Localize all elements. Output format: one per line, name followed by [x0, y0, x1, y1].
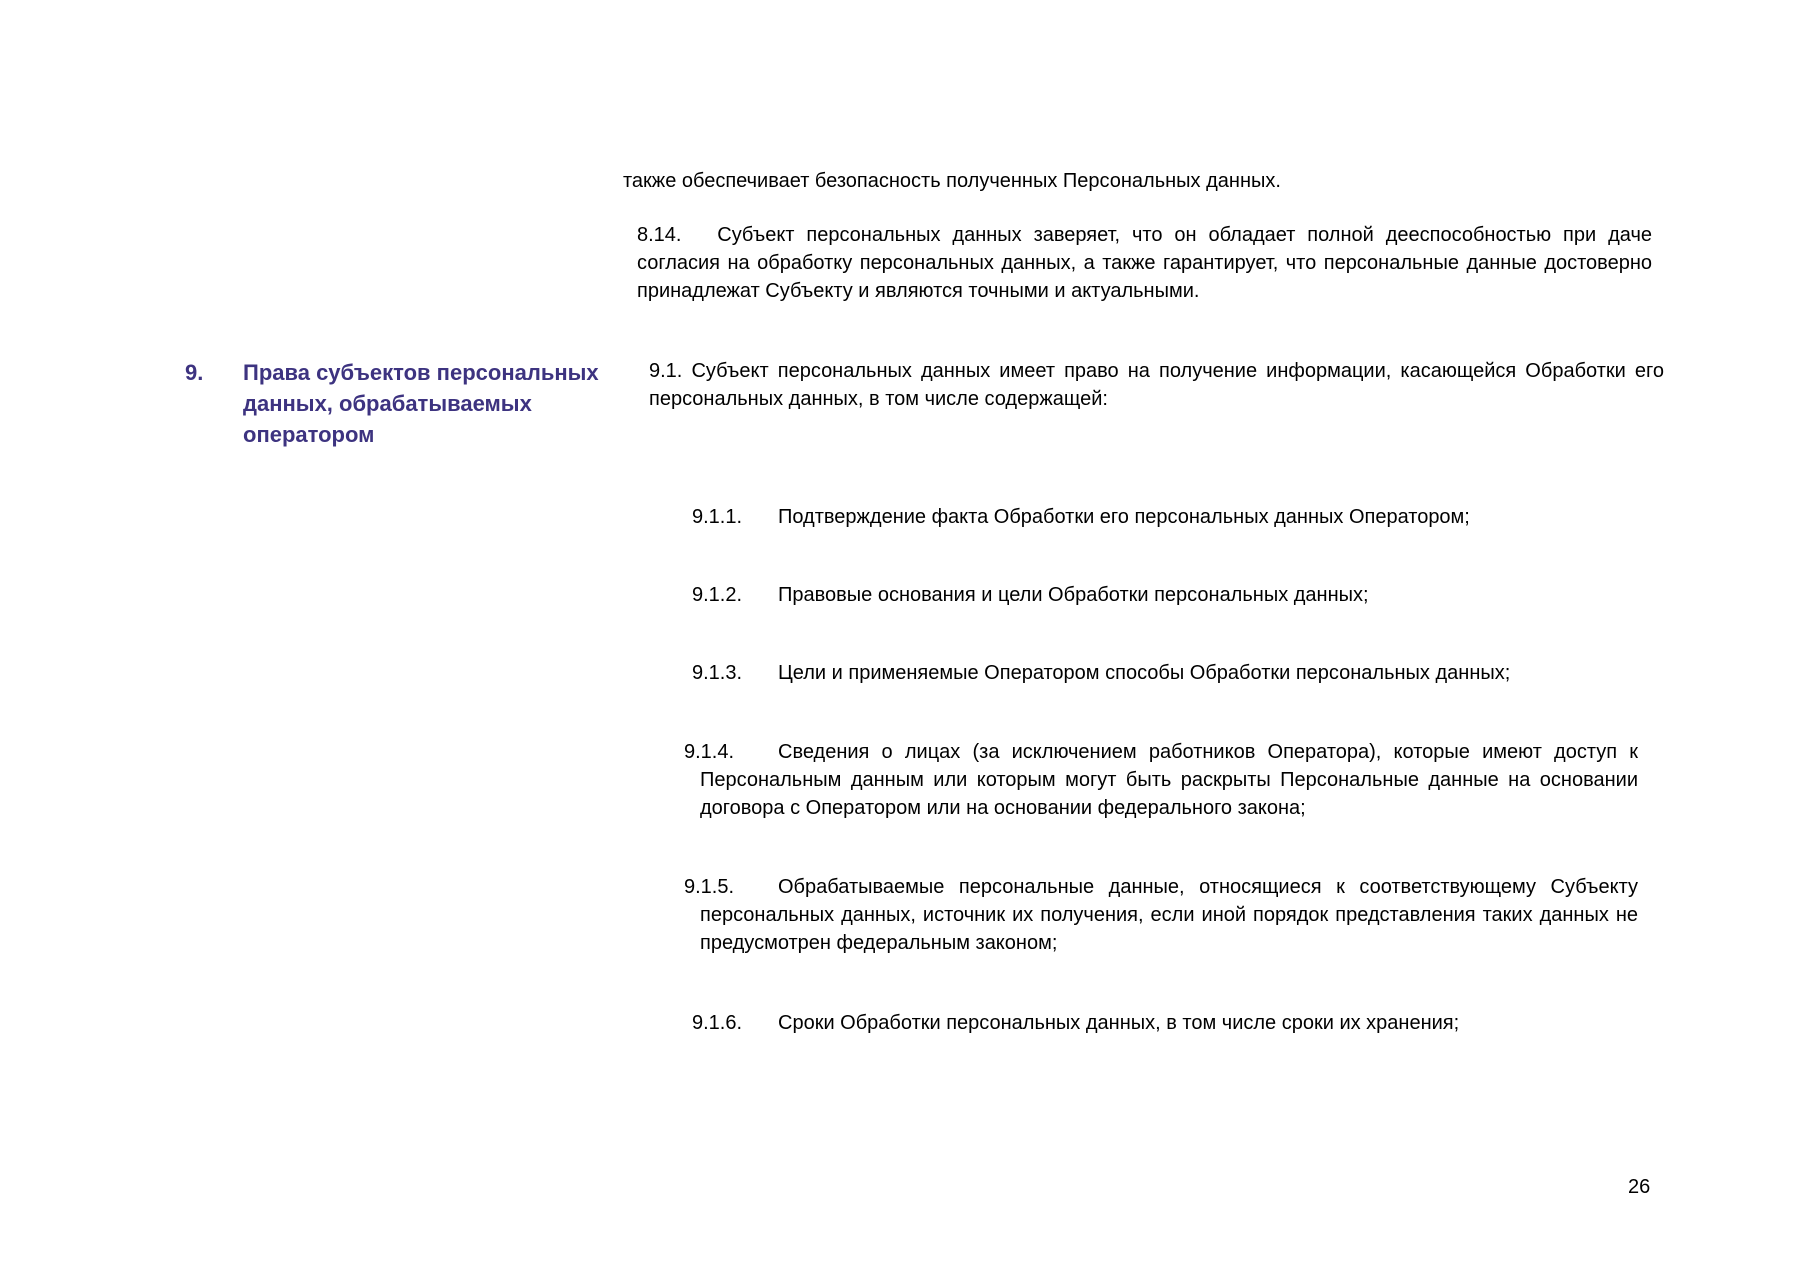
list-item-number: 9.1.5. [684, 876, 735, 898]
list-item-number: 9.1.1. [692, 506, 743, 528]
list-item-text: Сведения о лицах (за исключением работников Оператора), которые имеют доступ к Персональным данным или которым могут быть раскрыты Персональные данные на основании договора с Оператором или на основании федерального закона; [700, 741, 1638, 819]
continuation-paragraph: также обеспечивает безопасность полученных Персональных данных. [623, 170, 1281, 192]
section-9-title: Права субъектов персональных данных, обрабатываемых оператором [243, 360, 599, 447]
list-item-9-1-3 [692, 659, 1638, 687]
section-9-number: 9. [185, 360, 204, 385]
list-item-number: 9.1.6. [692, 1012, 743, 1034]
list-item-text: Подтверждение факта Обработки его персональных данных Оператором; [778, 506, 1470, 528]
list-item-9-1-5 [684, 873, 1638, 957]
list-item-9-1-1 [692, 503, 1638, 531]
list-item-number: 9.1.3. [692, 662, 743, 684]
paragraph-8-14 [623, 221, 1652, 305]
list-item-number: 9.1.2. [692, 584, 743, 606]
list-item-number: 9.1.4. [684, 741, 735, 763]
paragraph-8-14-text: Субъект персональных данных заверяет, что он обладает полной дееспособностью при даче согласия на обработку персональных данных, а также гарантирует, что персональные данные достоверно принадлежат Субъекту и являются точными и актуальными. [637, 224, 1652, 302]
list-item-9-1-2 [692, 581, 1638, 609]
paragraph-8-14-number: 8.14. [637, 224, 682, 246]
list-item-text: Сроки Обработки персональных данных, в том числе сроки их хранения; [778, 1012, 1460, 1034]
page-number: 26 [1628, 1176, 1651, 1198]
list-item-text: Обрабатываемые персональные данные, относящиеся к соответствующему Субъекту персональных данных, источник их получения, если иной порядок представления таких данных не предусмотрен федеральным законом; [700, 876, 1638, 954]
paragraph-9-1-number: 9.1. [649, 360, 683, 382]
paragraph-9-1 [623, 357, 1664, 413]
list-item-text: Цели и применяемые Оператором способы Обработки персональных данных; [778, 662, 1511, 684]
paragraph-9-1-text: Субъект персональных данных имеет право на получение информации, касающейся Обработки его персональных данных, в том числе содержащей: [649, 360, 1664, 410]
list-item-9-1-6 [692, 1009, 1638, 1037]
list-item-9-1-4 [684, 738, 1638, 822]
list-item-text: Правовые основания и цели Обработки персональных данных; [778, 584, 1369, 606]
